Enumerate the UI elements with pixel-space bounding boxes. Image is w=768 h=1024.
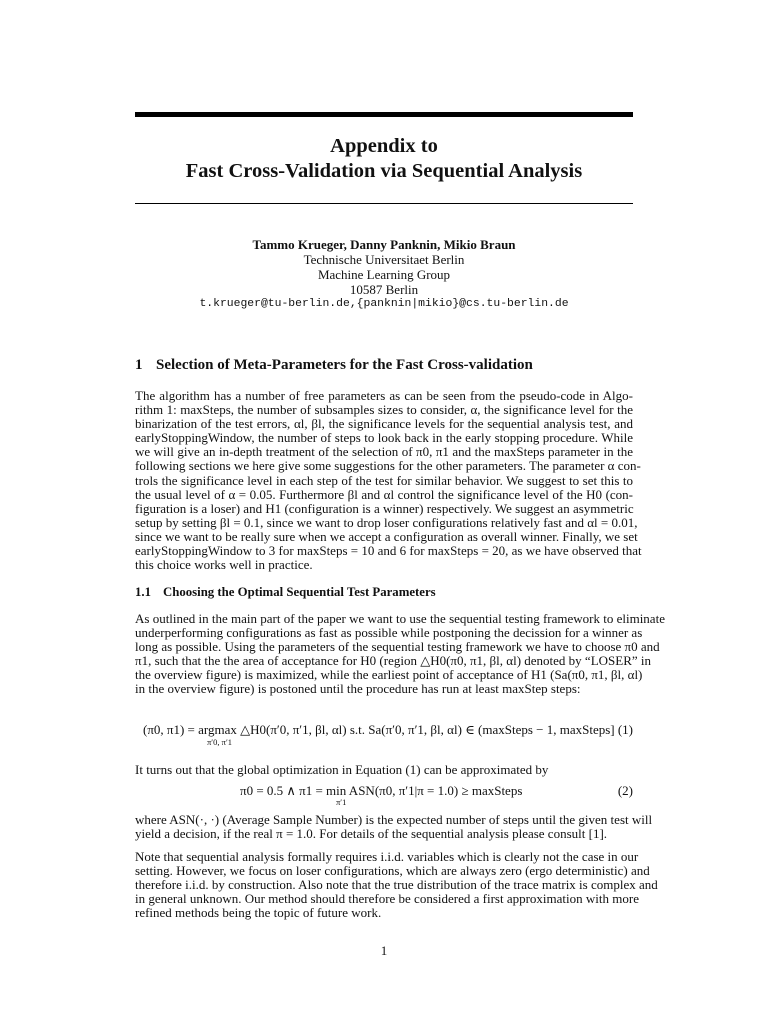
affiliation-university: Technische Universitaet Berlin bbox=[303, 252, 465, 267]
paragraph-line: we will give an in-depth treatment of the selection of π0, π1 and the maxSteps parameter in the bbox=[135, 444, 633, 460]
paragraph-line: following sections we here give some suggestions for the other parameters. The parameter α con- bbox=[135, 458, 641, 474]
subsection-number: 1.1 bbox=[135, 585, 151, 599]
equation-1 bbox=[143, 722, 615, 738]
section-1-paragraph bbox=[135, 388, 642, 573]
equation-2-subscript: π′1 bbox=[336, 797, 347, 807]
paragraph-line: therefore i.i.d. by construction. Also note that the true distribution of the trace matrix is complex and bbox=[135, 877, 658, 893]
equation-2-number: (2) bbox=[617, 783, 633, 798]
paragraph-line: underperforming configurations as fast as possible while postponing the decission for a winner as bbox=[135, 625, 643, 641]
subsection-title: Choosing the Optimal Sequential Test Parameters bbox=[163, 585, 436, 599]
paragraph-line: setup by setting βl = 0.1, since we want to drop loser configurations relatively fast and αl = 0.01, bbox=[135, 514, 638, 530]
subsection-1-1-paragraph-3 bbox=[135, 812, 653, 842]
paragraph-line: setting. However, we focus on loser configurations, which are always zero (ergo deterministic) and bbox=[135, 863, 650, 879]
page-number: 1 bbox=[380, 943, 388, 958]
author-names: Tammo Krueger, Danny Panknin, Mikio Braun bbox=[252, 237, 516, 252]
paragraph-line: binarization of the test errors, αl, βl, the significance levels for the sequential analysis test, and bbox=[135, 416, 633, 432]
paragraph-line: As outlined in the main part of the paper we want to use the sequential testing framework to eliminate bbox=[135, 611, 665, 626]
paper-title bbox=[135, 134, 633, 184]
paragraph-line: long as possible. Using the parameters of the sequential testing framework we have to choose π0 and bbox=[135, 639, 660, 655]
paragraph-line: earlyStoppingWindow, the number of steps to look back in the early stopping procedure. While bbox=[135, 430, 633, 446]
subsection-1-1-paragraph-2 bbox=[135, 763, 633, 777]
paragraph-line: earlyStoppingWindow to 3 for maxSteps = 10 and 6 for maxSteps = 20, as we have observed that bbox=[135, 543, 642, 559]
paragraph-line: in the overview figure) is postoned until the procedure has run at least maxStep steps: bbox=[135, 681, 581, 697]
title-line-1: Appendix to bbox=[330, 135, 438, 157]
equation-1-number: (1) bbox=[617, 722, 633, 737]
paragraph-line: trols the significance level in each step of the test for similar behavior. We suggest to set this to bbox=[135, 472, 633, 488]
section-title: Selection of Meta-Parameters for the Fast Cross-validation bbox=[156, 357, 533, 373]
equation-2 bbox=[240, 783, 522, 799]
paragraph-line: where ASN(·, ·) (Average Sample Number) is the expected number of steps until the given test will bbox=[135, 812, 653, 827]
subsection-1-1-heading bbox=[135, 585, 436, 600]
paragraph-line: yield a decision, if the real π = 1.0. For details of the sequential analysis please consult [1]. bbox=[135, 826, 608, 842]
subsection-1-1-paragraph-1 bbox=[135, 611, 665, 697]
author-emails[interactable]: t.krueger@tu-berlin.de,{panknin|mikio}@cs.tu-berlin.de bbox=[199, 298, 569, 310]
paragraph-line: π1, such that the the area of acceptance for H0 (region △H0(π0, π1, βl, αl) denoted by “LOSER” in bbox=[135, 653, 652, 669]
title-bottom-rule bbox=[135, 203, 633, 204]
affiliation-group: Machine Learning Group bbox=[317, 267, 451, 282]
paragraph-line: refined methods being the topic of future work. bbox=[135, 905, 382, 921]
affiliation-address: 10587 Berlin bbox=[349, 282, 419, 297]
paragraph-line: rithm 1: maxSteps, the number of subsamples sizes to consider, α, the significance level for the bbox=[135, 402, 633, 418]
equation-2-body: π0 = 0.5 ∧ π1 = min ASN(π0, π′1|π = 1.0) ≥ maxSteps bbox=[240, 783, 523, 798]
title-top-rule bbox=[135, 112, 633, 117]
paragraph-line: figuration is a loser) and H1 (configuration is a winner) respectively. We suggest an asymmetric bbox=[135, 500, 634, 516]
paragraph-line: since we want to be really sure when we accept a configuration as overall winner. Finally, we set bbox=[135, 528, 638, 544]
equation-1-subscript: π′0, π′1 bbox=[207, 737, 233, 747]
section-number: 1 bbox=[135, 357, 143, 373]
paragraph-line: The algorithm has a number of free parameters as can be seen from the pseudo-code in Algo- bbox=[135, 388, 633, 403]
author-block bbox=[135, 237, 633, 312]
paragraph-line: this choice works well in practice. bbox=[135, 557, 313, 573]
paragraph-line: the usual level of α = 0.05. Furthermore βl and αl control the significance level of the H0 (con- bbox=[135, 486, 633, 502]
section-1-heading bbox=[135, 357, 533, 374]
paragraph-line: Note that sequential analysis formally requires i.i.d. variables which is clearly not the case in our bbox=[135, 849, 639, 864]
title-line-2: Fast Cross-Validation via Sequential Analysis bbox=[185, 160, 583, 182]
paragraph-line: the overview figure) is maximized, while the earliest point of acceptance of H1 (Sa(π0, π1, βl, αl) bbox=[135, 667, 643, 683]
paragraph-line: It turns out that the global optimization in Equation (1) can be approximated by bbox=[135, 762, 549, 777]
paragraph-line: in general unknown. Our method should therefore be considered a first approximation with more bbox=[135, 891, 639, 907]
equation-1-body: (π0, π1) = argmax △H0(π′0, π′1, βl, αl) s.t. Sa(π′0, π′1, βl, αl) ∈ (maxSteps − 1, maxSteps] bbox=[143, 722, 615, 737]
subsection-1-1-paragraph-4 bbox=[135, 849, 658, 921]
